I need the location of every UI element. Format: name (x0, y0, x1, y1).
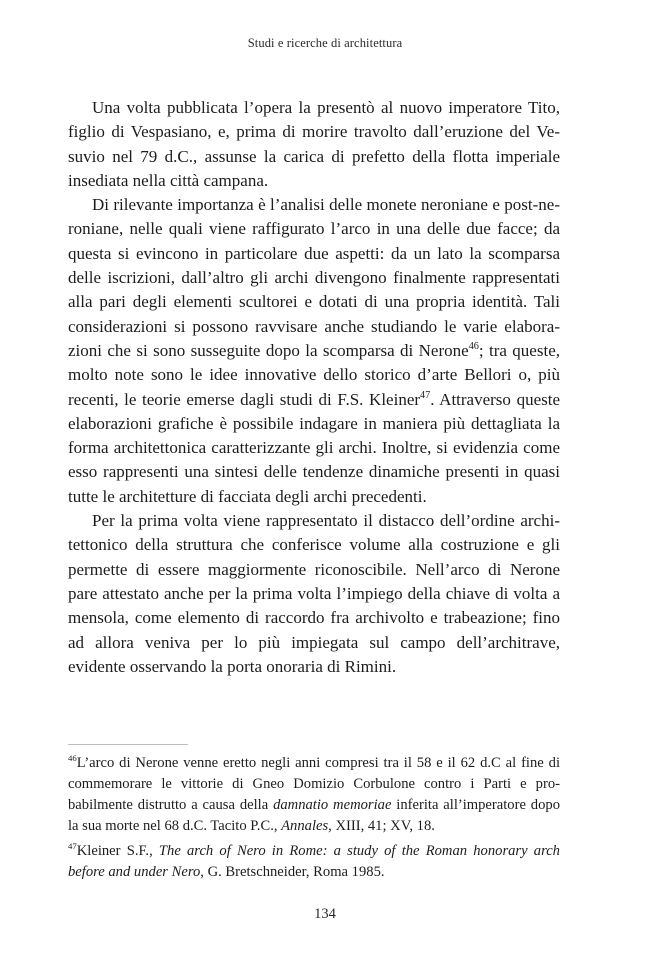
footnote-47-text-b: , G. Bretschneider, Roma 1985. (200, 864, 385, 880)
footnote-46-text-c: , XIII, 41; XV, 18. (328, 818, 435, 834)
paragraph-1: Una volta pubblicata l’opera la presentò al nuovo imperatore Tito, figlio di Vespasiano, e, prima di morire travolto dall’eruzione del Vesuvio nel 79 d.C., assunse la carica di prefetto della flotta imperiale insediata nella città campana. (68, 98, 560, 190)
footnote-ref-47[interactable]: 47 (420, 389, 431, 401)
footnote-divider (68, 744, 188, 745)
footnote-46 (68, 753, 560, 837)
footnotes (68, 753, 560, 887)
running-head: Studi e ricerche di architettura (247, 36, 403, 50)
page-number: 134 (314, 906, 336, 922)
footnote-ref-46[interactable]: 46 (468, 340, 479, 352)
paragraph-2-part-2: ; tra queste, molto note sono le idee innovative dello storico d’arte Bellori o, più recenti, le teorie emerse dagli studi di F.S. Kleiner (68, 340, 560, 409)
footnote-number-46: 46 (68, 752, 77, 763)
paragraph-2-part-3: . Attraverso queste elaborazioni grafiche è possibile indagare in maniera più dettagliata la forma architettonica caratterizzante gli archi. Inoltre, si evidenzia come esso rappresenti una sintesi delle tendenze dinamiche presenti in quasi tutte le architetture di facciata degli archi precedenti. (68, 389, 560, 506)
footnote-47-italic-a: The arch of Nero in Rome: a study of the Roman honorary arch before and under Nero (68, 843, 560, 880)
paragraph-3: Per la prima volta viene rappresentato il distacco dell’ordine architettonico della struttura che conferisce volume alla costruzione e gli permette di essere maggiormente riconoscibile. Nell’arco di Nerone pare attestato anche per la prima volta l’impiego della chiave di volta a mensola, come elemento di raccordo fra archivolto e trabeazione; fino ad allora veniva per lo più impiegata sul campo dell’architrave, evidente osservando la porta onoraria di Rimini. (68, 511, 560, 676)
footnote-47-text-a: Kleiner S.F., (76, 843, 159, 859)
footnote-46-text-a: L’arco di Nerone venne eretto negli anni compresi tra il 58 e il 62 d.C al fine di commemorare le vittorie di Gneo Domizio Corbulone contro i Parti e probabilmente distrutto a causa della (68, 755, 560, 813)
footnote-47 (68, 841, 560, 883)
footnote-46-text-b: inferita all’imperatore dopo la sua morte nel 68 d.C. Tacito P.C., (68, 797, 560, 834)
footnote-46-italic-a: damnatio memoriae (273, 797, 392, 813)
main-text (68, 96, 560, 679)
paragraph-2-part-1: Di rilevante importanza è l’analisi delle monete neroniane e post-neroniane, nelle quali viene raffigurato l’arco in una delle due facce; da questa si evincono in particolare due aspetti: da un lato la scomparsa delle iscrizioni, dall’altro gli archi divengono finalmente rappresentati alla pari degli elementi scultorei e dotati di una propria identità. Tali considerazioni si possono ravvisare anche studiando le varie elaborazioni che si sono susseguite dopo la scomparsa di Nerone (68, 195, 560, 360)
footnote-46-italic-b: Annales (281, 818, 329, 834)
paragraph-2 (68, 193, 560, 509)
footnote-number-47: 47 (68, 840, 77, 851)
